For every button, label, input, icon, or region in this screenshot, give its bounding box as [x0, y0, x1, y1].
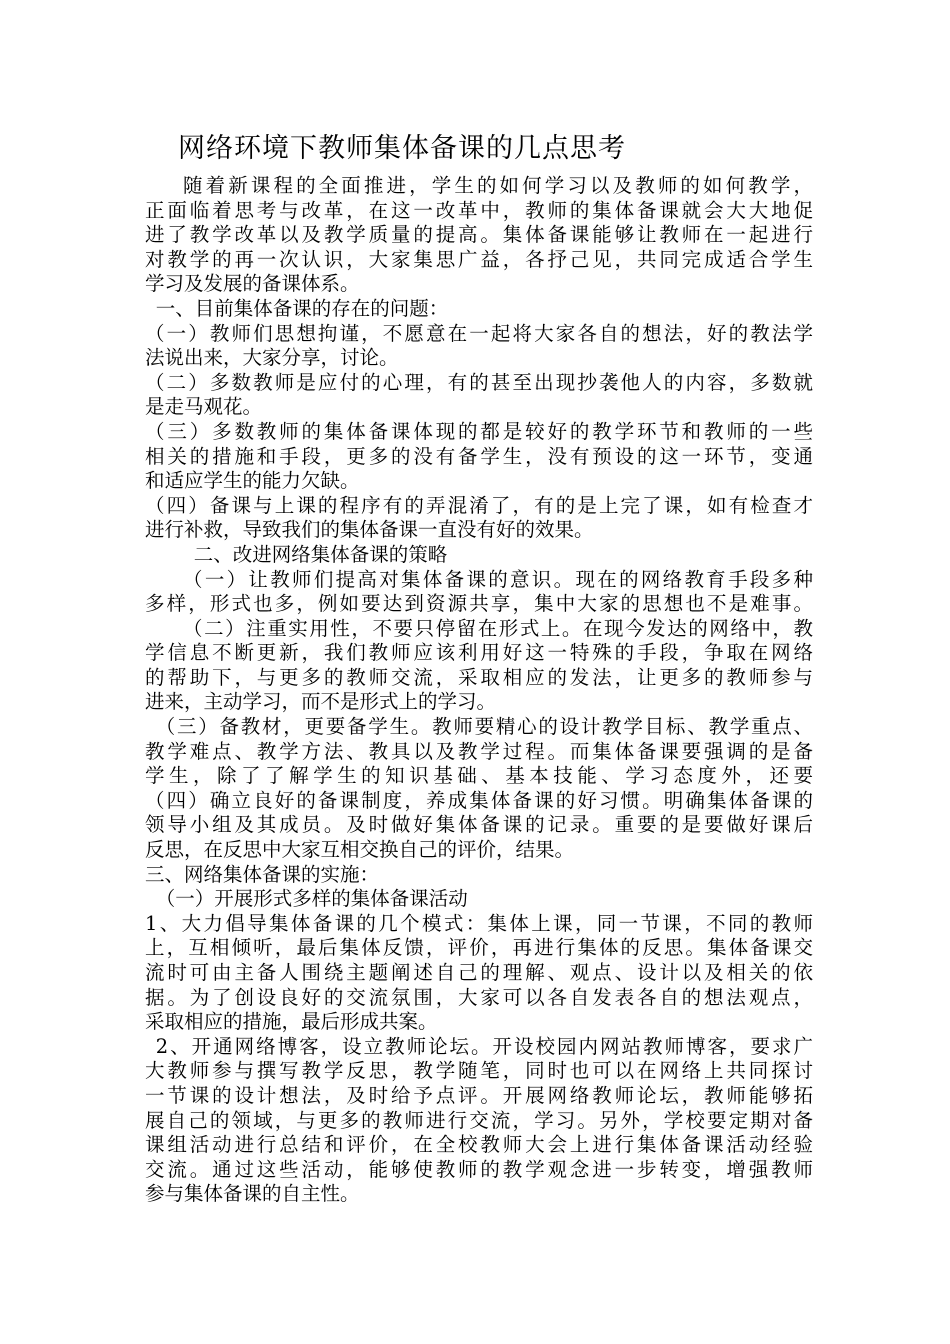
text-line: （一）开展形式多样的集体备课活动 [155, 887, 468, 911]
text-line: 和适应学生的能力欠缺。 [145, 469, 360, 493]
text-line: 三、网络集体备课的实施： [145, 862, 380, 886]
text-line: 交流。通过这些活动，能够使教师的教学观念进一步转变，增强教师 [145, 1157, 813, 1181]
text-line: 2、开通网络博客，设立教师论坛。开设校园内网站教师博客，要求广 [155, 1034, 813, 1058]
text-line: 一节课的设计想法，及时给予点评。开展网络教师论坛，教师能够拓 [145, 1083, 813, 1107]
text-line: 采取相应的措施，最后形成共案。 [145, 1010, 438, 1034]
text-line: 相关的措施和手段，更多的没有备学生，没有预设的这一环节，变通 [145, 444, 813, 468]
text-line: 教学难点、教学方法、教具以及教学过程。而集体备课要强调的是备 [145, 739, 813, 763]
text-line: 正面临着思考与改革，在这一改革中，教师的集体备课就会大大地促 [145, 198, 813, 222]
text-line: 学习及发展的备课体系。 [145, 272, 360, 296]
text-line: 领导小组及其成员。及时做好集体备课的记录。重要的是要做好课后 [145, 813, 813, 837]
text-line: 二、改进网络集体备课的策略 [193, 542, 448, 566]
text-line: （三）备教材，更要备学生。教师要精心的设计教学目标、教学重点、 [155, 715, 813, 739]
text-line: 的帮助下，与更多的教师交流，采取相应的发法，让更多的教师参与 [145, 665, 813, 689]
text-line: 展自己的领域，与更多的教师进行交流，学习。另外，学校要定期对备 [145, 1108, 813, 1132]
text-line: 课组活动进行总结和评价，在全校教师大会上进行集体备课活动经验 [145, 1133, 813, 1157]
text-line: （四）确立良好的备课制度，养成集体备课的好习惯。明确集体备课的 [145, 788, 813, 812]
text-line: （一）教师们思想拘谨，不愿意在一起将大家各自的想法，好的教法学 [145, 321, 813, 345]
text-line: 进来，主动学习，而不是形式上的学习。 [145, 690, 497, 714]
text-line: 学生，除了了解学生的知识基础、基本技能、学习态度外，还要 [145, 764, 813, 788]
text-line: 对教学的再一次认识，大家集思广益，各抒己见，共同完成适合学生 [145, 247, 813, 271]
text-line: （三）多数教师的集体备课体现的都是较好的教学环节和教师的一些 [145, 419, 813, 443]
text-line: 上，互相倾听，最后集体反馈，评价，再进行集体的反思。集体备课交 [145, 936, 813, 960]
text-line: 随着新课程的全面推进，学生的如何学习以及教师的如何教学， [183, 174, 813, 197]
text-line: 学信息不断更新，我们教师应该利用好这一特殊的手段，争取在网络 [145, 641, 813, 665]
text-line: 参与集体备课的自主性。 [145, 1182, 360, 1206]
document-body [145, 174, 813, 1207]
text-line: 1、大力倡导集体备课的几个模式：集体上课，同一节课，不同的教师 [145, 911, 813, 935]
text-line: 是走马观花。 [145, 395, 263, 419]
text-line: 法说出来，大家分享，讨论。 [145, 346, 399, 370]
text-line: 大教师参与撰写教学反思，教学随笔，同时也可以在网络上共同探讨 [145, 1059, 813, 1083]
text-line: 一、目前集体备课的存在的问题： [155, 296, 449, 320]
text-line: （二）多数教师是应付的心理，有的甚至出现抄袭他人的内容，多数就 [145, 370, 813, 394]
text-line: 进行补救，导致我们的集体备课一直没有好的效果。 [145, 518, 594, 542]
document-title: 网络环境下教师集体备课的几点思考 [178, 133, 626, 164]
text-line: （二）注重实用性，不要只停留在形式上。在现今发达的网络中，教 [183, 616, 813, 640]
text-line: 据。为了创设良好的交流氛围，大家可以各自发表各自的想法观点， [145, 985, 813, 1009]
text-line: 进了教学改革以及教学质量的提高。集体备课能够让教师在一起进行 [145, 223, 813, 247]
text-line: （一）让教师们提高对集体备课的意识。现在的网络教育手段多种 [183, 567, 813, 591]
text-line: 反思，在反思中大家互相交换自己的评价，结果。 [145, 838, 575, 862]
text-line: 多样，形式也多，例如要达到资源共享，集中大家的思想也不是难事。 [145, 592, 813, 616]
text-line: （四）备课与上课的程序有的弄混淆了，有的是上完了课，如有检查才 [145, 493, 813, 517]
text-line: 流时可由主备人围绕主题阐述自己的理解、观点、设计以及相关的依 [145, 961, 813, 984]
